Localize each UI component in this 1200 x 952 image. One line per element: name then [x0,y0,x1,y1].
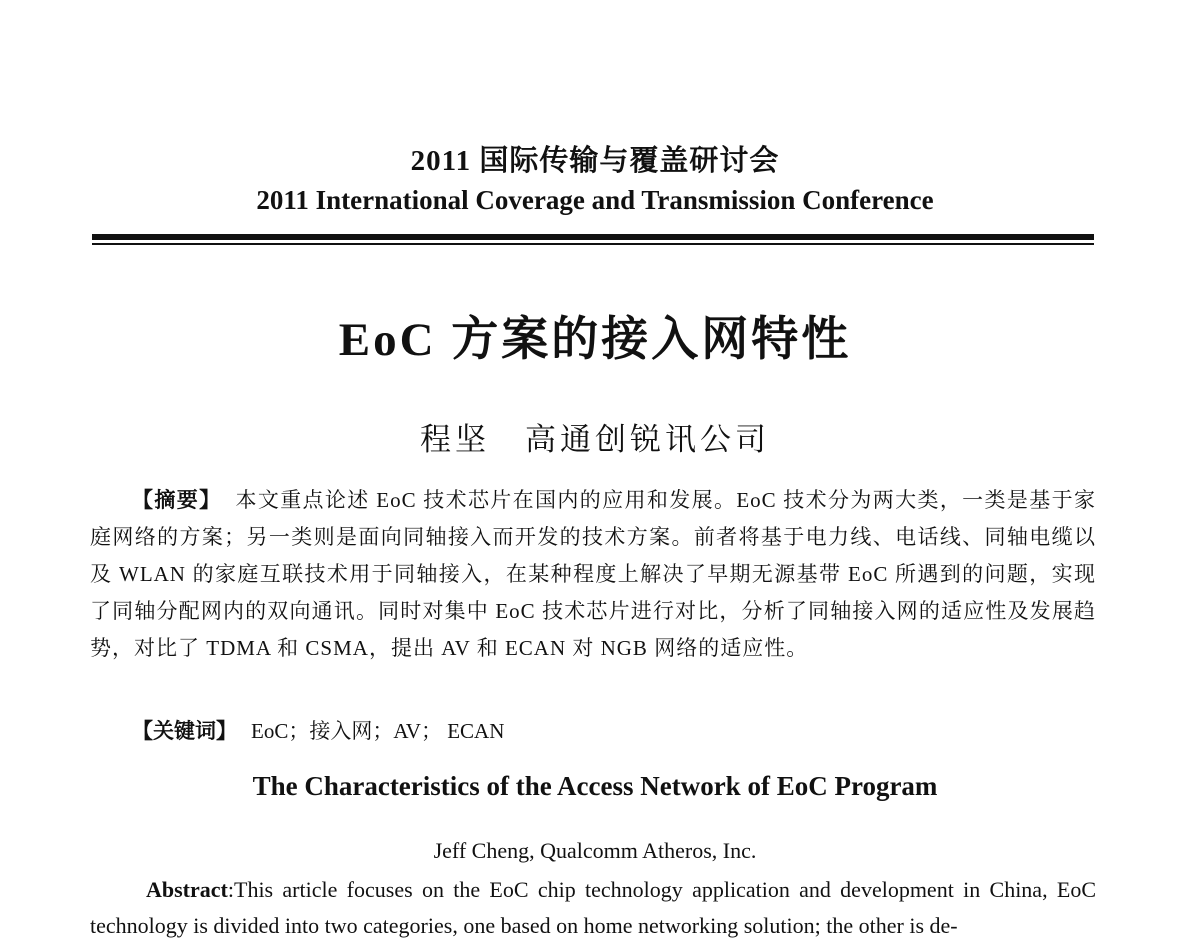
keywords-cn [132,715,1092,747]
abstract-label-en: Abstract [146,877,228,902]
header-rule-thick [92,234,1094,240]
abstract-separator-en: : [227,877,234,902]
abstract-text-en: This article focuses on the EoC chip technology application and development in China, EoC technology is divided into two categories, one based on home networking solution; the other is de- [90,877,1096,938]
abstract-cn [90,482,1096,667]
keywords-label-cn: 【关键词】 [132,719,237,743]
author-affiliation-cn: 程坚 高通创锐讯公司 [420,422,770,457]
header-rule-thin [92,243,1094,245]
paper-title-cn: EoC 方案的接入网特性 [338,314,852,366]
author-affiliation-en: Jeff Cheng, Qualcomm Atheros, Inc. [433,838,757,863]
paper-title-en: The Characteristics of the Access Network of EoC Program [252,771,938,801]
keywords-text-cn: EoC；接入网；AV； ECAN [251,719,505,743]
conference-name-cn: 2011 国际传输与覆盖研讨会 [410,145,780,177]
abstract-label-cn: 【摘要】 [132,488,222,512]
abstract-text-cn: 本文重点论述 EoC 技术芯片在国内的应用和发展。EoC 技术分为两大类，一类是基于家庭网络的方案；另一类则是面向同轴接入而开发的技术方案。前者将基于电力线、电话线、同轴电缆以及 WLAN 的家庭互联技术用于同轴接入，在某种程度上解决了早期无源基带 EoC 所遇到的问题，实现了同轴分配网内的双向通讯。同时对集中 EoC 技术芯片进行对比，分析了同轴接入网的适应性及发展趋势，对比了 TDMA 和 CSMA，提出 AV 和 ECAN 对 NGB 网络的适应性。 [90,488,1097,660]
conference-name-en: 2011 International Coverage and Transmission Conference [256,185,934,215]
abstract-en [90,872,1096,944]
